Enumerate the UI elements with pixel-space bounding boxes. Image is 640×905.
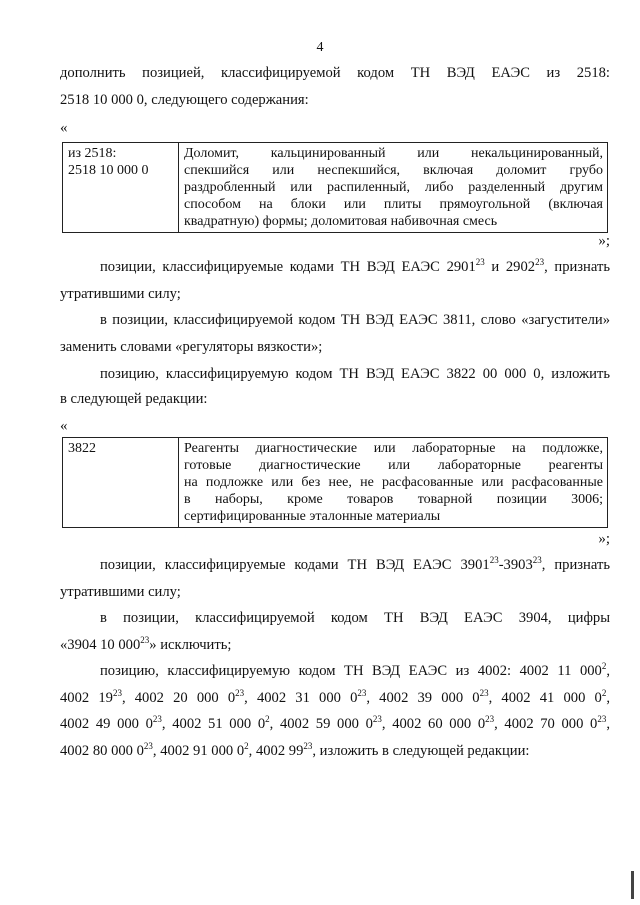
footnote-sup: 23 xyxy=(479,688,489,699)
text-run: позицию, классифицируемую кодом ТН ВЭД ЕАЭС из 4002: 4002 11 000 xyxy=(100,663,602,679)
description-line: Доломит, кальцинированный или некальцинированный, xyxy=(184,146,603,161)
quote-close-2: »; xyxy=(598,531,610,547)
footnote-sup: 2 xyxy=(244,741,249,752)
paragraph-4002-line1 xyxy=(100,662,610,680)
description-line: квадратную) формы; доломитовая набивочная смесь xyxy=(184,214,498,229)
footnote-sup: 23 xyxy=(143,741,153,752)
quote-close-1: »; xyxy=(598,233,610,249)
footnote-sup: 23 xyxy=(535,257,545,268)
table-row xyxy=(63,143,608,233)
footnote-sup: 23 xyxy=(372,714,382,725)
text-run: , xyxy=(606,690,610,706)
footnote-sup: 23 xyxy=(112,688,122,699)
code-cell xyxy=(63,143,179,233)
quote-open-2: « xyxy=(60,418,68,434)
code-line: из 2518: xyxy=(68,146,117,161)
text-run: , xyxy=(606,716,611,732)
paragraph-3901-line2: утратившими силу; xyxy=(60,584,181,600)
paragraph-3904-line2 xyxy=(60,636,610,654)
paragraph-3822-line2: в следующей редакции: xyxy=(60,391,208,407)
text-run: 4002 49 000 0 xyxy=(60,716,153,732)
description-line: на подложке или без нее, не расфасованные или расфасованные xyxy=(184,475,603,490)
paragraph-3822-line1: позицию, классифицируемую кодом ТН ВЭД ЕАЭС 3822 00 000 0, изложить xyxy=(100,366,610,382)
paragraph-4002-line2 xyxy=(60,689,610,707)
page-number: 4 xyxy=(316,40,324,55)
footnote-sup: 23 xyxy=(152,714,162,725)
reagents-code-table xyxy=(62,437,608,528)
code-line: 3822 xyxy=(68,441,96,456)
text-run: , 4002 91 000 0 xyxy=(152,743,245,759)
text-run: , 4002 70 000 0 xyxy=(494,716,598,732)
footnote-sup: 23 xyxy=(597,714,607,725)
footnote-sup: 2 xyxy=(601,661,607,672)
description-line: раздробленный или распиленный, либо разделенный другим xyxy=(184,180,603,195)
code-cell xyxy=(63,438,179,528)
text-run: -3903 xyxy=(498,557,533,573)
code-line: 2518 10 000 0 xyxy=(68,163,149,178)
text-run: позиции, классифицируемые кодами ТН ВЭД ЕАЭС 3901 xyxy=(100,557,490,573)
text-run: , изложить в следующей редакции: xyxy=(312,743,530,759)
text-run: , 4002 31 000 0 xyxy=(244,690,358,706)
paragraph-3811-line2: заменить словами «регуляторы вязкости»; xyxy=(60,339,323,355)
footnote-sup: 23 xyxy=(235,688,245,699)
text-run: 4002 80 000 0 xyxy=(60,743,144,759)
text-run: , 4002 99 xyxy=(248,743,304,759)
text-run: «3904 10 000 xyxy=(60,637,141,653)
paragraph-3901-line1 xyxy=(100,556,610,574)
footnote-sup: 23 xyxy=(303,741,313,752)
text-run: 4002 19 xyxy=(60,690,113,706)
text-run: , признать xyxy=(544,259,611,275)
paragraph-2901-line1 xyxy=(100,258,610,276)
text-run: позиции, классифицируемые кодами ТН ВЭД ЕАЭС 2901 xyxy=(100,259,476,275)
text-run: , 4002 41 000 0 xyxy=(488,690,602,706)
paragraph-3811-line1: в позиции, классифицируемой кодом ТН ВЭД ЕАЭС 3811, слово «загустители» xyxy=(100,312,610,328)
text-run: , 4002 39 000 0 xyxy=(366,690,480,706)
footnote-sup: 23 xyxy=(485,714,495,725)
text-run: , 4002 59 000 0 xyxy=(269,716,373,732)
paragraph-3904-line1: в позиции, классифицируемой кодом ТН ВЭД ЕАЭС 3904, цифры xyxy=(100,610,610,626)
text-run: , 4002 51 000 0 xyxy=(161,716,266,732)
description-line: Реагенты диагностические или лабораторные на подложке, xyxy=(184,441,603,456)
paragraph-add-position-line1: дополнить позицией, классифицируемой кодом ТН ВЭД ЕАЭС из 2518: xyxy=(60,65,610,81)
paragraph-add-position-line2: 2518 10 000 0, следующего содержания: xyxy=(60,92,309,108)
text-run: и 2902 xyxy=(484,259,536,275)
paragraph-4002-line3 xyxy=(60,715,610,733)
footnote-sup: 23 xyxy=(489,555,499,566)
text-run: , признать xyxy=(541,557,610,573)
description-line: сертифицированные эталонные материалы xyxy=(184,509,441,524)
text-run: , xyxy=(606,663,610,679)
footnote-sup: 2 xyxy=(265,714,270,725)
footnote-sup: 2 xyxy=(601,688,607,699)
description-cell xyxy=(179,438,608,528)
description-line: спекшийся или неспекшийся, включая доломит грубо xyxy=(184,163,603,178)
paragraph-4002-line4 xyxy=(60,742,610,760)
description-cell xyxy=(179,143,608,233)
footnote-sup: 23 xyxy=(532,555,542,566)
text-run: , 4002 60 000 0 xyxy=(381,716,486,732)
scan-edge-mark xyxy=(631,871,634,899)
footnote-sup: 23 xyxy=(140,635,150,646)
dolomite-code-table xyxy=(62,142,608,233)
footnote-sup: 23 xyxy=(475,257,485,268)
quote-open-1: « xyxy=(60,120,68,136)
footnote-sup: 23 xyxy=(357,688,367,699)
description-line: способом на блоки или плиты прямоугольной (включая xyxy=(184,197,603,212)
description-line: в наборы, кроме товаров товарной позиции 3006; xyxy=(184,492,603,507)
paragraph-2901-line2: утратившими силу; xyxy=(60,286,181,302)
text-run: , 4002 20 000 0 xyxy=(121,690,236,706)
description-line: готовые диагностические или лабораторные реагенты xyxy=(184,458,603,473)
text-run: » исключить; xyxy=(149,637,232,653)
table-row xyxy=(63,438,608,528)
